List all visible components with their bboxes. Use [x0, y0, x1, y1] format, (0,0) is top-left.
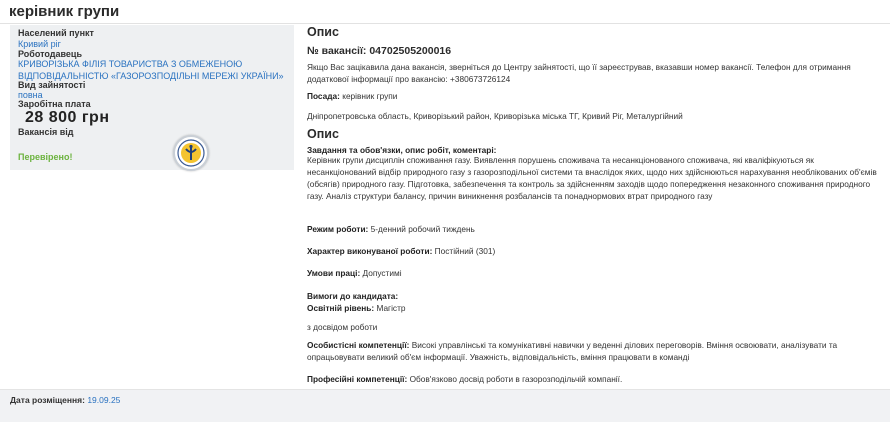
personal-competencies-label: Особистісні компетенції:	[307, 340, 410, 350]
duties-text: Керівник групи дисциплін споживання газу. Виявлення порушень споживача та несанкціонованого споживача, які кваліфікуються як несанкціонований відбір природного газу з газорозподільної системи та внаслідок яких, щодо них здійснюються нарахування необлікованих об'ємів (обсягів) природного газу. Підготовка, забезпечення та контроль за здійсненням заходів щодо попередження незаконного споживання природного газу. Аналіз структури балансу, причин виникнення розбалансів та понаднормових втрат природного газу	[307, 155, 877, 201]
education-row	[307, 302, 885, 314]
employment-type-label: Вид зайнятості	[18, 80, 86, 90]
contact-text: Якщо Вас зацікавила дана вакансія, зверніться до Центру зайнятості, що її зареєстрував, вказавши номер вакансії. Телефон для отримання додаткової інформації про вакансію: +380673726124	[307, 62, 851, 84]
work-nature-value: Постійний (301)	[434, 246, 496, 256]
work-nature-row	[307, 245, 885, 257]
employer-link[interactable]: КРИВОРІЗЬКА ФІЛІЯ ТОВАРИСТВА З ОБМЕЖЕНОЮ ВІДПОВІДАЛЬНІСТЮ «ГАЗОРОЗПОДІЛЬНІ МЕРЕЖІ УКРАЇНИ»	[18, 59, 284, 81]
conditions-value: Допустимі	[362, 268, 402, 278]
salary-value: 28 800 грн	[25, 109, 110, 126]
position-label: Посада:	[307, 91, 340, 101]
professional-competencies-value: Обов'язково досвід роботи в газорозподільчій компанії.	[409, 374, 623, 384]
schedule-label: Режим роботи:	[307, 224, 369, 234]
description-heading-2: Опис	[307, 127, 339, 141]
posted-date-label: Дата розміщення:	[10, 395, 85, 405]
experience-text: з досвідом роботи	[307, 322, 378, 332]
position-value: керівник групи	[342, 91, 398, 101]
personal-competencies-value: Високі управлінські та комунікативні навички у веденні ділових переговорів. Вміння освоювати, аналізувати та опрацьовувати великий об'єм інформації. Уважність, відповідальність, вміння працювати в команді	[307, 340, 838, 362]
work-nature-label: Характер виконуваної роботи:	[307, 246, 433, 256]
education-label: Освітній рівень:	[307, 303, 375, 313]
requirements-label	[307, 290, 885, 302]
employer-label: Роботодавець	[18, 49, 82, 59]
schedule-row	[307, 223, 885, 235]
vacancy-number-value: 04702505200016	[369, 45, 452, 57]
requirements-label-text: Вимоги до кандидата:	[307, 291, 399, 301]
vacancy-summary-panel	[10, 25, 294, 170]
professional-competencies	[307, 373, 885, 385]
position-row	[307, 90, 885, 102]
region-text: Дніпропетровська область, Криворізький район, Криворізька міська ТГ, Кривий Ріг, Металургійний	[307, 111, 683, 121]
posted-date-value: 19.09.25	[87, 395, 121, 405]
page-title: керівник групи	[9, 3, 120, 20]
conditions-row	[307, 267, 885, 279]
page-header	[0, 0, 890, 24]
footer	[0, 389, 890, 422]
posted-date-row	[10, 395, 120, 405]
employment-type-value: повна	[18, 90, 43, 100]
location-link[interactable]: Кривий ріг	[18, 39, 61, 49]
vacancies-label: Вакансія від	[18, 127, 74, 137]
description-heading: Опис	[307, 25, 339, 39]
vacancy-number-label: № вакансії:	[307, 45, 367, 57]
salary-label: Заробітна плата	[18, 99, 91, 109]
professional-competencies-label: Професійні компетенції:	[307, 374, 408, 384]
location-label: Населений пункт	[18, 28, 94, 38]
employment-center-emblem-icon	[173, 135, 209, 171]
verified-badge: Перевірено!	[18, 152, 73, 162]
conditions-label: Умови праці:	[307, 268, 361, 278]
duties-label-text: Завдання та обов'язки, опис робіт, коментарі:	[307, 145, 497, 155]
vacancy-number	[307, 45, 451, 57]
personal-competencies	[307, 339, 885, 363]
education-value: Магістр	[376, 303, 406, 313]
schedule-value: 5-денний робочий тиждень	[370, 224, 475, 234]
